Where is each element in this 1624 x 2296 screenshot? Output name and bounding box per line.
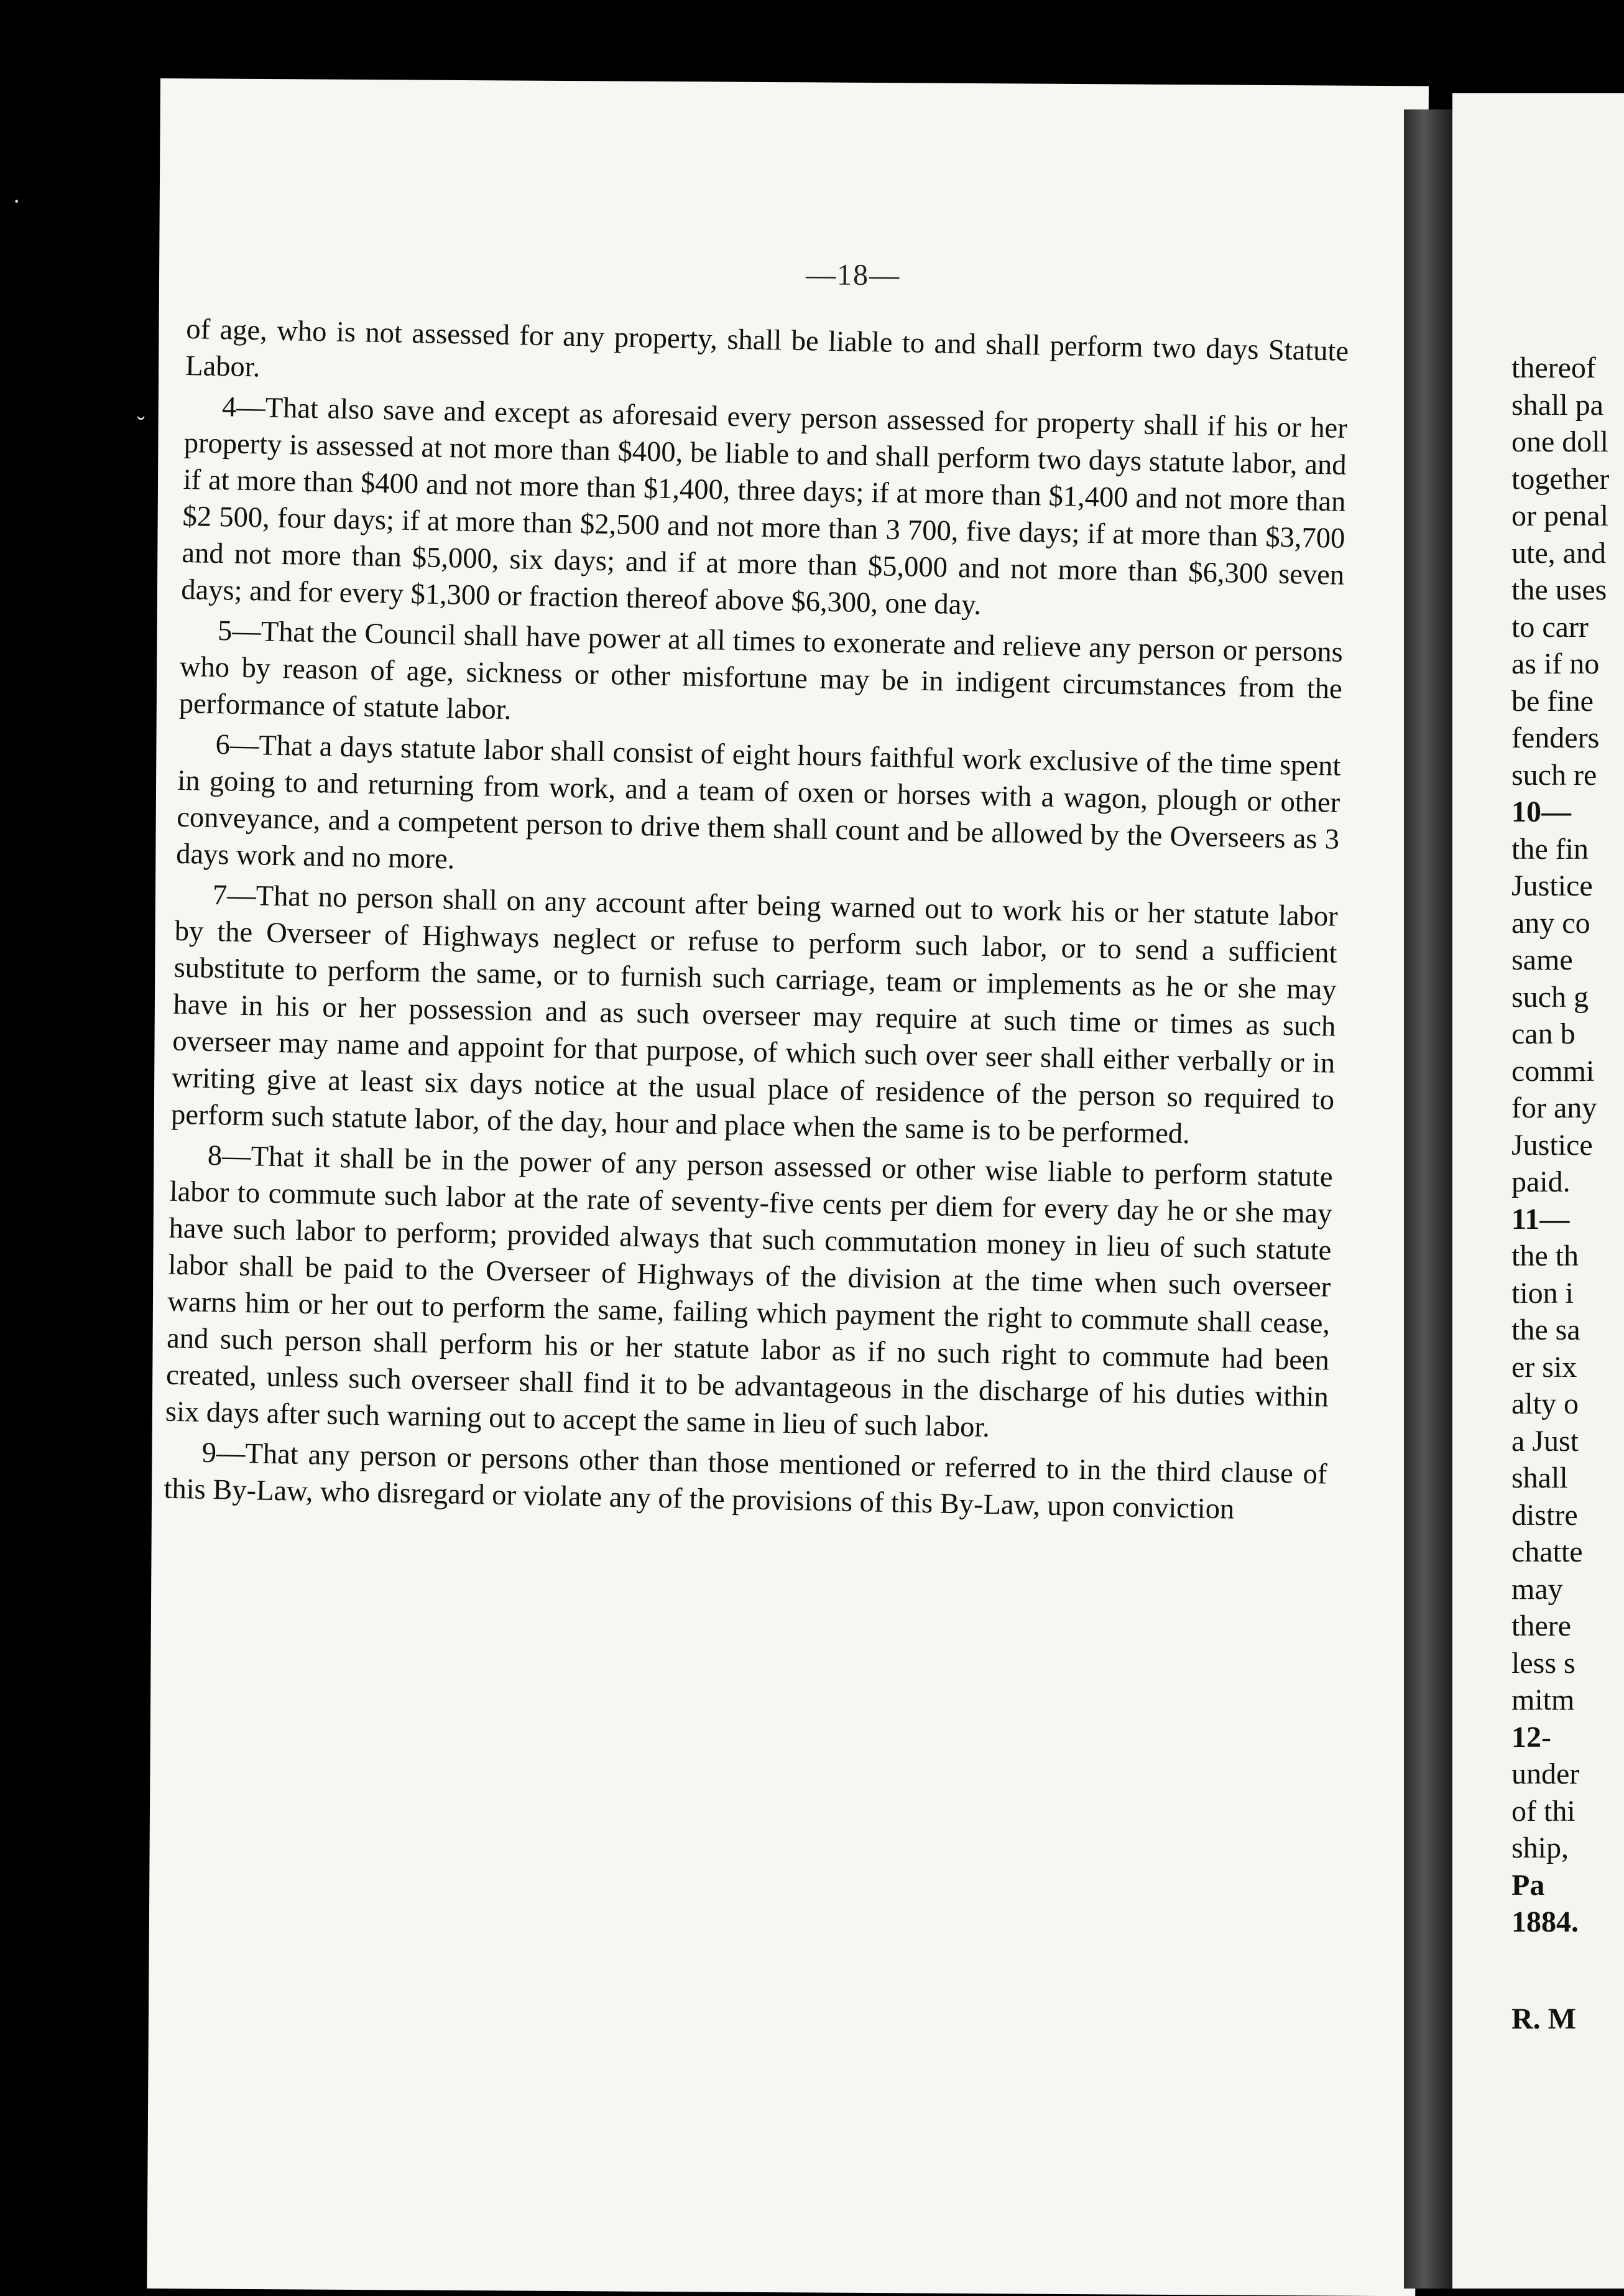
right-page-line: commi [1511,1054,1595,1088]
right-page-line: for any [1511,1091,1597,1124]
right-page-line: of thi [1511,1794,1576,1828]
right-page-line: the sa [1511,1313,1580,1346]
binding-gutter [1404,109,1454,2289]
right-page-line: ship, [1511,1831,1569,1864]
right-page-line: be fine [1511,684,1594,718]
paragraph-continuation: of age, who is not assessed for any property, shall be liable to and shall perform two days Statute Labor. [185,313,1349,384]
page-number: —18— [805,258,901,292]
right-page-line: 11— [1511,1202,1570,1236]
right-page-line: less s [1511,1646,1576,1680]
right-page-line: alty o [1511,1387,1579,1420]
right-page-text [1511,349,1624,2037]
right-page-line: mitm [1511,1683,1575,1716]
right-page-line: there [1511,1609,1571,1642]
right-page-line: Justice [1511,1128,1593,1162]
right-page [1452,93,1624,2289]
right-page-line: 10— [1511,795,1571,828]
right-page-line: thereof [1511,351,1596,384]
right-page-line: R. M [1511,2002,1576,2035]
right-page-line: 1884. [1511,1905,1579,1938]
right-page-line: a Just [1511,1424,1579,1458]
right-page-line: under [1511,1757,1580,1790]
right-page-line: the uses [1511,573,1607,606]
right-page-line [1511,1941,1624,2001]
right-page-line: together [1511,462,1610,496]
right-page-line: ute, and [1511,536,1606,570]
right-page-line: paid. [1511,1165,1571,1198]
right-page-line: the th [1511,1239,1579,1272]
right-page-line: such re [1511,758,1597,792]
clause-5: 5—That the Council shall have power at all times to exonerate and relieve any person or persons who by reason of age, sickness or other misfortune may be in indigent circumstances from the performance of statute labor. [178,615,1344,726]
right-page-line: or penal [1511,499,1608,532]
margin-speck: · [12,187,21,215]
right-page-line: er six [1511,1350,1577,1384]
right-page-line: same [1511,943,1573,976]
clause-6: 6—That a days statute labor shall consist of eight hours faithful work exclusive of the time spent in going to and returning from work, and a team of oxen or horses with a wagon, plough or other conveyance, and a competent person to drive them shall count and be allowed by the Overseers as 3 days work and no more. [175,729,1341,876]
right-page-line: distre [1511,1498,1578,1532]
clause-7: 7—That no person shall on any account after being warned out to work his or her statute labor by the Overseer of Highways neglect or refuse to perform such labor, or to send a sufficient substitute to perform the same, or to furnish such carriage, team or implements as he or she may have in his or her possession and as such overseer may require at such time or times as such overseer may name and appoint for that purpose, of which such over seer shall either verbally or in writing give at least six days notice at the usual place of residence of the person so required to perform such statute labor, of the day, hour and place when the same is to be performed. [170,879,1339,1150]
right-page-line: fenders [1511,721,1600,754]
right-page-line: Justice [1511,869,1593,902]
right-page-line: to carr [1511,610,1589,644]
right-page-line: Pa [1511,1868,1545,1902]
clause-9: 9—That any person or persons other than those mentioned or referred to in the third clause of this By-Law, who disregard or violate any of the provisions of this By-Law, upon conviction [164,1437,1327,1525]
margin-speck: ˘ [137,411,145,439]
clause-4: 4—That also save and except as aforesaid every person assessed for property shall if his or her property is assessed at not more than $400, be liable to and shall perform two days statute labor, and if at more than $400 and not more than $1,400, three days; if at more than $1,400 and not more than $2 500, four days; if at more than $2,500 and not more than 3 700, five days; if at more than $3,700 and not more than $5,000, six days; and if at more than $5,000 and not more than $6,300 seven days; and for every $1,300 or fraction thereof above $6,300, one day. [180,391,1348,621]
right-page-line: any co [1511,906,1590,940]
right-page-line: as if no [1511,647,1600,680]
right-page-line: shall pa [1511,388,1603,422]
right-page-line: may [1511,1572,1563,1606]
right-page-line: one doll [1511,425,1608,458]
right-page-line: can b [1511,1017,1576,1050]
right-page-line: the fin [1511,832,1589,866]
right-page-line: shall [1511,1461,1568,1494]
right-page-line: 12- [1511,1720,1551,1754]
clause-8: 8—That it shall be in the power of any person assessed or other wise liable to perform statute labor to commute such labor at the rate of seventy-five cents per diem for every day he or she may have such labor to perform; provided always that such commutation money in lieu of such statute labor shall be paid to the Overseer of Highways of the division at the time when such overseer warns him or her out to perform the same, failing which payment the right to commute shall cease, and such person shall perform his or her statute labor as if no such right to commute had been created, unless such overseer shall find it to be advantageous in the discharge of his duties within six days after such warning out to accept the same in lieu of such labor. [165,1139,1334,1444]
right-page-line: chatte [1511,1535,1583,1568]
body-text [164,311,1349,1534]
right-page-line: tion i [1511,1276,1574,1310]
right-page-line: such g [1511,980,1589,1014]
